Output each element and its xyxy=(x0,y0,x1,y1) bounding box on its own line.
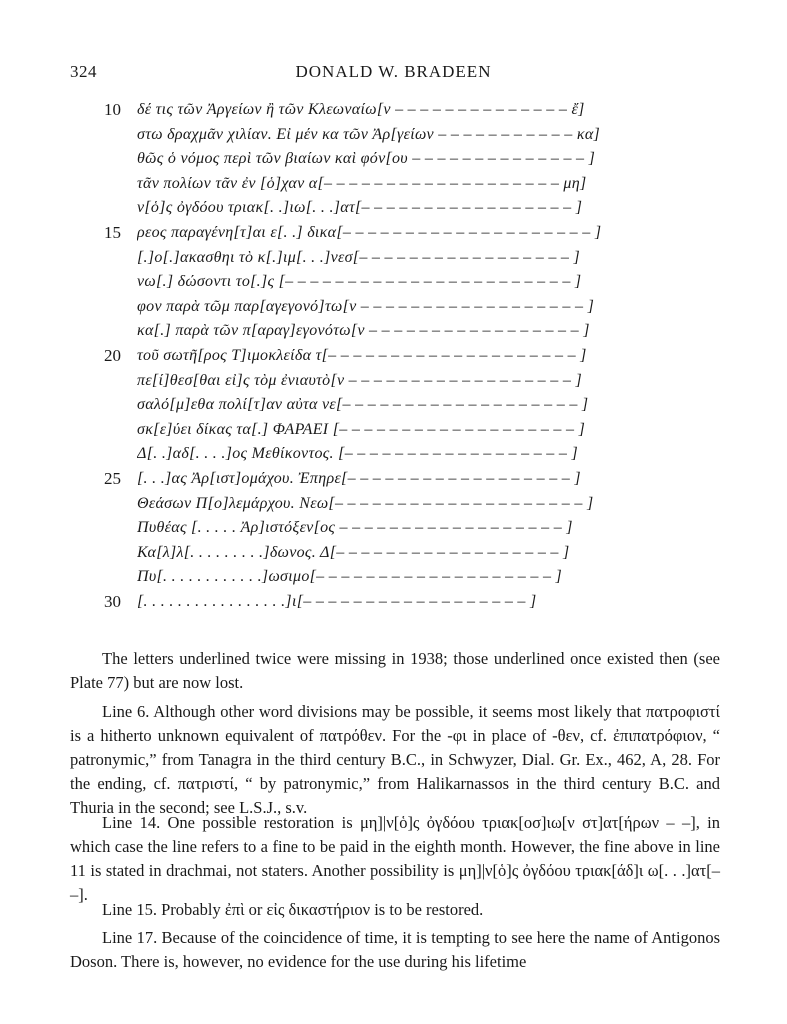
inscription-line xyxy=(0,221,787,246)
line-text: Κα[λ]λ[. . . . . . . . .]δωνος. Δ[– – – – – – – – – – – – – – – – – – ] xyxy=(137,543,570,561)
inscription-line xyxy=(0,442,787,467)
line-number: 30 xyxy=(104,591,121,611)
line-text: Πυ[. . . . . . . . . . . .]ωσιμο[– – – – – – – – – – – – – – – – – – – ] xyxy=(137,568,563,586)
line-text: σαλό[μ]εθα πολί[τ]αν αὐτα νε[– – – – – – – – – – – – – – – – – – – ] xyxy=(137,396,589,414)
inscription-line xyxy=(0,565,787,590)
line-text: σκ[ε]ύει δίκας τα[.] ΦΑΡΑΕΙ [– – – – – – – – – – – – – – – – – – – ] xyxy=(137,420,586,438)
inscription-line xyxy=(0,172,787,197)
inscription-line xyxy=(0,196,787,221)
inscription-line xyxy=(0,344,787,369)
line-number: 20 xyxy=(104,345,121,365)
inscription-line xyxy=(0,147,787,172)
inscription-line xyxy=(0,98,787,123)
line-number: 15 xyxy=(104,222,121,242)
line-text: ν[ὁ]ς ὀγδόου τριακ[. .]ιω[. . .]ατ[– – – – – – – – – – – – – – – – – ] xyxy=(137,199,583,217)
running-title: DONALD W. BRADEEN xyxy=(295,62,492,81)
inscription-line xyxy=(0,246,787,271)
running-head xyxy=(70,62,717,86)
inscription-line xyxy=(0,467,787,492)
page-number: 324 xyxy=(70,62,97,81)
line-text: δέ τις τῶν Ἀργείων ἢ τῶν Κλεωναίω[ν – – – – – – – – – – – – – – ἔ] xyxy=(137,101,585,118)
line-number: 25 xyxy=(104,468,121,488)
line-number: 10 xyxy=(104,100,121,119)
commentary-paragraph-4: Line 15. Probably ἐπὶ or εἰς δικαστήριον is to be restored. xyxy=(102,899,484,919)
line-text: τᾶν πολίων τᾶν ἐν [ὁ]χαν α[– – – – – – – – – – – – – – – – – – – μη] xyxy=(137,174,587,192)
line-text: Θεάσων Π[ο]λεμάρχου. Νεω[– – – – – – – – – – – – – – – – – – – – ] xyxy=(137,494,594,512)
inscription-line xyxy=(0,590,787,615)
inscription-line xyxy=(0,319,787,344)
commentary-paragraph-1: The letters underlined twice were missing in 1938; those underlined once existed then (see Plate 77) but are now lost. xyxy=(70,648,720,692)
line-text: τοῦ σωτῆ[ρος Τ]ιμοκλείδα τ[– – – – – – – – – – – – – – – – – – – – ] xyxy=(137,346,587,364)
commentary-paragraph-5: Line 17. Because of the coincidence of time, it is tempting to see here the name of Antigonos Doson. There is, however, no evidence for the use during his lifetime xyxy=(70,927,720,971)
line-text: [. . . . . . . . . . . . . . . . .]ι[– – – – – – – – – – – – – – – – – – ] xyxy=(137,592,537,610)
line-text: [.]ο[.]ακασθηι τὸ κ[.]ιμ[. . .]νεσ[– – – – – – – – – – – – – – – – – ] xyxy=(137,248,581,266)
commentary-paragraph-2: Line 6. Although other word divisions may be possible, it seems most likely that πατροφιστί is a hitherto unknown equivalent of πατρόθεν. For the -φι in place of -θεν, cf. ἐπιπατρόφιον, “ patronymic,” from Tanagra in the third century B.C., in Schwyzer, Dial. Gr. Ex., 462, A, 28. For the ending, cf. πατριστί, “ by patronymic,” from Halikarnassos in the third century B.C. and Thuria in the second; see L.S.J., s.v. xyxy=(70,701,720,817)
line-text: πε[ί]θεσ[θαι εἰ]ς τὸμ ἐνιαυτὸ[ν – – – – – – – – – – – – – – – – – – ] xyxy=(137,371,583,389)
line-text: στω δραχμᾶν χιλίαν. Εἰ μέν κα τῶν Ἀρ[γείων – – – – – – – – – – – κα] xyxy=(137,125,601,143)
line-text: [. . .]ας Ἀρ[ιστ]ομάχου. Ἐπηρε[– – – – – – – – – – – – – – – – – – ] xyxy=(137,469,581,487)
inscription-line xyxy=(0,492,787,517)
line-text: νω[.] δώσοντι το[.]ς [– – – – – – – – – – – – – – – – – – – – – – – ] xyxy=(137,273,582,291)
inscription-line xyxy=(0,516,787,541)
inscription-line xyxy=(0,270,787,295)
line-text: Πυθέας [. . . . . Ἀρ]ιστόξεν[ος – – – – – – – – – – – – – – – – – – ] xyxy=(137,519,573,537)
line-text: θῶς ὁ νόμος περὶ τῶν βιαίων καὶ φόν[ου – – – – – – – – – – – – – – ] xyxy=(137,150,596,168)
line-text: φον παρὰ τῶμ παρ[αγεγονό]τω[ν – – – – – – – – – – – – – – – – – – ] xyxy=(137,297,595,315)
line-text: ρεος παραγένη[τ]αι ε[. .] δικα[– – – – – – – – – – – – – – – – – – – – ] xyxy=(137,223,602,241)
commentary-paragraph-3: Line 14. One possible restoration is μη]|ν[ὁ]ς ὀγδόου τριακ[οσ]ιω[ν στ]ατ[ήρων – –], in which case the line refers to a fine to be paid in the eighth month. However, the fine above in line 11 is stated in drachmai, not staters. Another possibility is μη]|ν[ὁ]ς ὀγδόου τριακ[άδ]ι ω[. . .]ατ[– –]. xyxy=(70,812,720,904)
line-text: Δ[. .]αδ[. . . .]ος Μεθίκοντος. [– – – – – – – – – – – – – – – – – – ] xyxy=(137,445,579,463)
inscription-line xyxy=(0,418,787,443)
inscription-line xyxy=(0,393,787,418)
line-text: κα[.] παρὰ τῶν π[αραγ]εγονότω[ν – – – – – – – – – – – – – – – – – ] xyxy=(137,322,590,340)
inscription-line xyxy=(0,295,787,320)
inscription-line xyxy=(0,369,787,394)
inscription-text xyxy=(0,98,787,614)
inscription-line xyxy=(0,123,787,148)
inscription-line xyxy=(0,541,787,566)
